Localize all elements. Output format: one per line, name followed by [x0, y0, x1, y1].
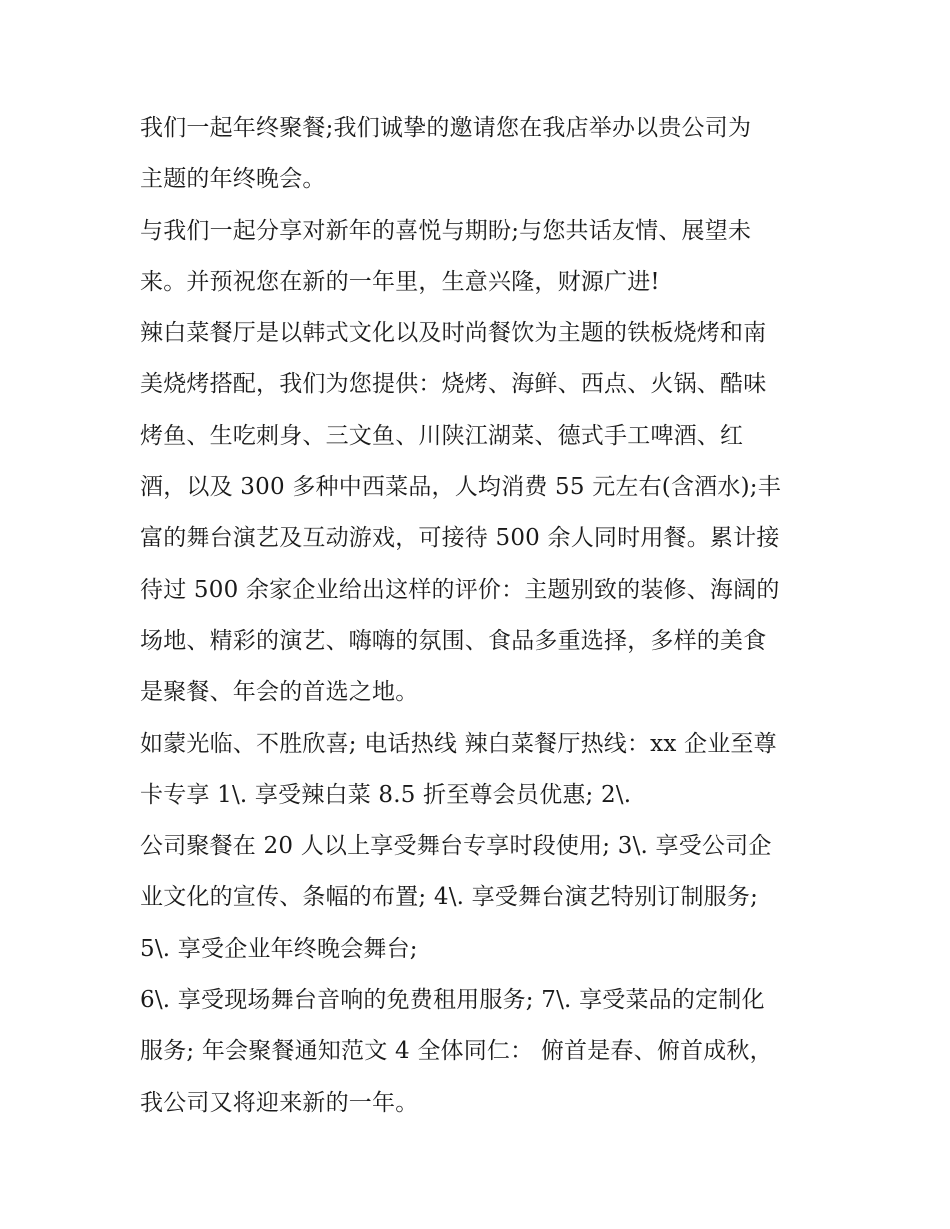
- text-line: 主题的年终晚会。: [140, 166, 326, 193]
- text-line: 场地、精彩的演艺、嗨嗨的氛围、食品多重选择，多样的美食: [140, 627, 767, 654]
- text-line: 待过 500 余家企业给出这样的评价：主题别致的装修、海阔的: [140, 576, 780, 603]
- text-line: 卡专享 1\. 享受辣白菜 8.5 折至尊会员优惠; 2\.: [140, 781, 632, 808]
- text-line: 富的舞台演艺及互动游戏，可接待 500 余人同时用餐。累计接: [140, 525, 780, 552]
- text-line: 美烧烤搭配，我们为您提供：烧烤、海鲜、西点、火锅、酷味: [140, 371, 767, 398]
- text-line: 6\. 享受现场舞台音响的免费租用服务; 7\. 享受菜品的定制化: [140, 987, 765, 1014]
- text-line: 业文化的宣传、条幅的布置; 4\. 享受舞台演艺特别订制服务;: [140, 884, 759, 911]
- text-line: 辣白菜餐厅是以韩式文化以及时尚餐饮为主题的铁板烧烤和南: [140, 320, 767, 347]
- text-line: 与我们一起分享对新年的喜悦与期盼;与您共话友情、展望未: [140, 217, 752, 244]
- text-line: 酒，以及 300 多种中西菜品，人均消费 55 元左右(含酒水);丰: [140, 474, 781, 501]
- text-line: 是聚餐、年会的首选之地。: [140, 679, 419, 706]
- text-line: 服务; 年会聚餐通知范文 4 全体同仁： 俯首是春、俯首成秋，: [140, 1038, 773, 1065]
- text-line: 来。并预祝您在新的一年里，生意兴隆，财源广进!: [140, 268, 660, 295]
- text-line: 5\. 享受企业年终晚会舞台;: [140, 935, 418, 962]
- text-line: 公司聚餐在 20 人以上享受舞台专享时段使用; 3\. 享受公司企: [140, 833, 772, 860]
- text-line: 烤鱼、生吃刺身、三文鱼、川陕江湖菜、德式手工啤酒、红: [140, 422, 744, 449]
- text-line: 我公司又将迎来新的一年。: [140, 1089, 419, 1116]
- document-body: [140, 103, 830, 1129]
- text-line: 如蒙光临、不胜欣喜; 电话热线 辣白菜餐厅热线：xx 企业至尊: [140, 730, 777, 757]
- text-line: 我们一起年终聚餐;我们诚挚的邀请您在我店举办以贵公司为: [140, 115, 752, 141]
